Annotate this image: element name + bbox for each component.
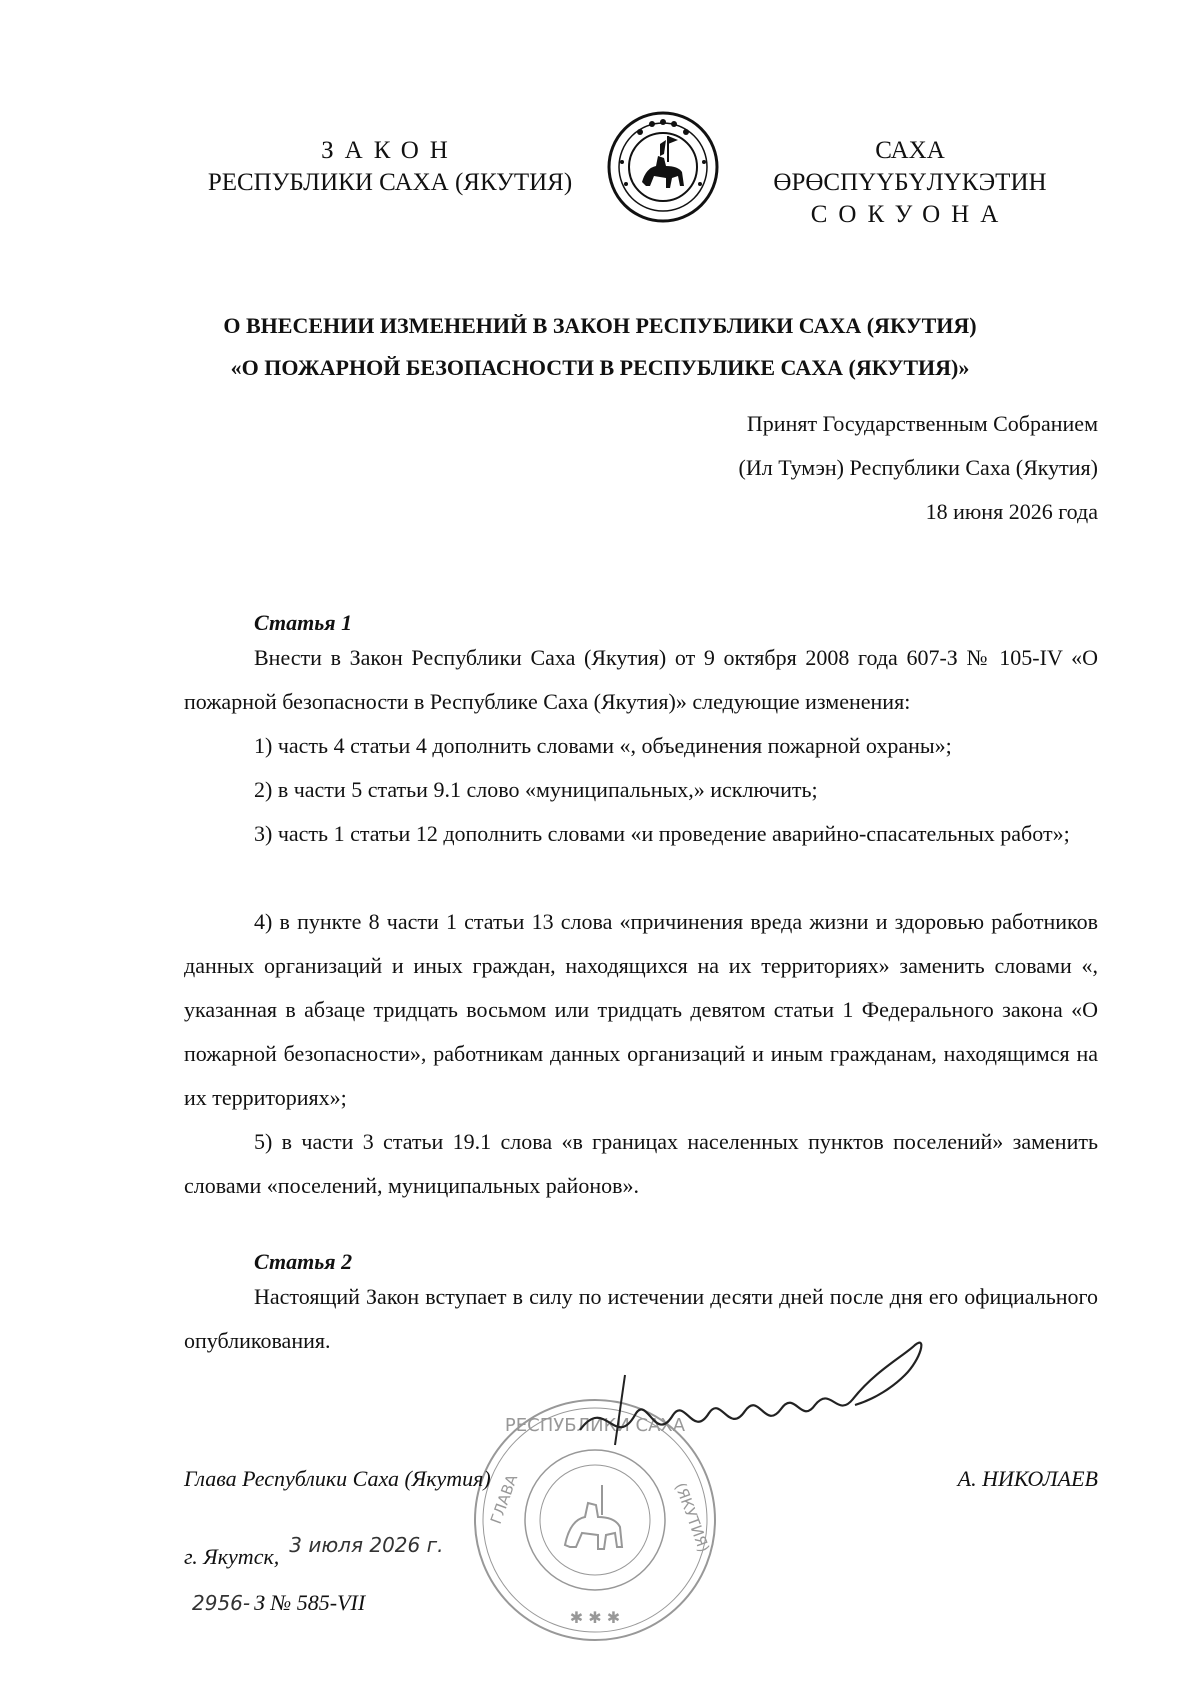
header-right-line2: СОКУОНА	[810, 201, 1010, 228]
header-left-line1: ЗАКОН	[321, 137, 459, 164]
article1-item-3: 3) часть 1 статьи 12 дополнить словами «и проведение аварийно-спасательных работ»;	[254, 821, 1070, 846]
coat-of-arms-icon	[606, 110, 720, 224]
article1-item-1: 1) часть 4 статьи 4 дополнить словами «, объединения пожарной охраны»;	[254, 733, 952, 758]
svg-text:✱ ✱ ✱: ✱ ✱ ✱	[569, 1608, 621, 1627]
adoption-line2: (Ил Тумэн) Республики Саха (Якутия)	[738, 455, 1098, 480]
header-right	[740, 135, 1080, 231]
signatory-position: Глава Республики Саха (Якутия)	[184, 1466, 491, 1491]
adoption-info	[739, 402, 1098, 534]
registration-number-printed: З № 585-VII	[254, 1590, 366, 1615]
article2-heading: Статья 2	[254, 1249, 353, 1274]
svg-text:ГЛАВА: ГЛАВА	[486, 1472, 522, 1527]
header-left-line2: РЕСПУБЛИКИ САХА (ЯКУТИЯ)	[207, 169, 573, 196]
article1-heading: Статья 1	[254, 610, 353, 635]
article1-item-2: 2) в части 5 статьи 9.1 слово «муниципальных,» исключить;	[254, 777, 818, 802]
adoption-line1: Принят Государственным Собранием	[746, 411, 1098, 436]
article2-text: Настоящий Закон вступает в силу по истечении десяти дней после дня его официального опубликования.	[184, 1284, 1098, 1353]
header-left	[200, 135, 580, 199]
law-title-line2: «О ПОЖАРНОЙ БЕЗОПАСНОСТИ В РЕСПУБЛИКЕ САХА (ЯКУТИЯ)»	[230, 355, 970, 380]
handwritten-signature-icon	[575, 1335, 945, 1465]
article1-item-4: 4) в пункте 8 части 1 статьи 13 слова «причинения вреда жизни и здоровью работников данных организаций и иных граждан, находящихся на их территориях» заменить словами «, указанная в абзаце тридцать восьмом или тридцать девятом статьи 1 Федерального закона «О пожарной безопасности», работникам данных организаций и иным гражданам, находящимся на их территориях»;	[184, 909, 1098, 1110]
header-right-line1: САХА ӨРӨСПҮҮБҮЛҮКЭТИН	[773, 137, 1047, 196]
article1-item-5: 5) в части 3 статьи 19.1 слова «в границах населенных пунктов поселений» заменить словами «поселений, муниципальных районов».	[184, 1129, 1098, 1198]
registration-number	[192, 1590, 365, 1616]
place-date-line	[184, 1533, 444, 1570]
law-title-line1: О ВНЕСЕНИИ ИЗМЕНЕНИЙ В ЗАКОН РЕСПУБЛИКИ САХА (ЯКУТИЯ)	[223, 313, 977, 338]
signatory-name: А. НИКОЛАЕВ	[957, 1466, 1098, 1491]
svg-text:(ЯКУТИЯ): (ЯКУТИЯ)	[671, 1480, 714, 1555]
handwritten-date: 3 июля 2026 г.	[289, 1533, 444, 1557]
place-label: г. Якутск,	[184, 1544, 280, 1569]
svg-text:РЕСПУБЛИКИ САХА: РЕСПУБЛИКИ САХА	[504, 1415, 686, 1436]
registration-number-handwritten: 2956-	[192, 1591, 251, 1615]
adoption-date: 18 июня 2026 года	[925, 499, 1098, 524]
article1-intro: Внести в Закон Республики Саха (Якутия) от 9 октября 2008 года 607-З № 105-IV «О пожарной безопасности в Республике Саха (Якутия)» следующие изменения:	[184, 645, 1098, 714]
